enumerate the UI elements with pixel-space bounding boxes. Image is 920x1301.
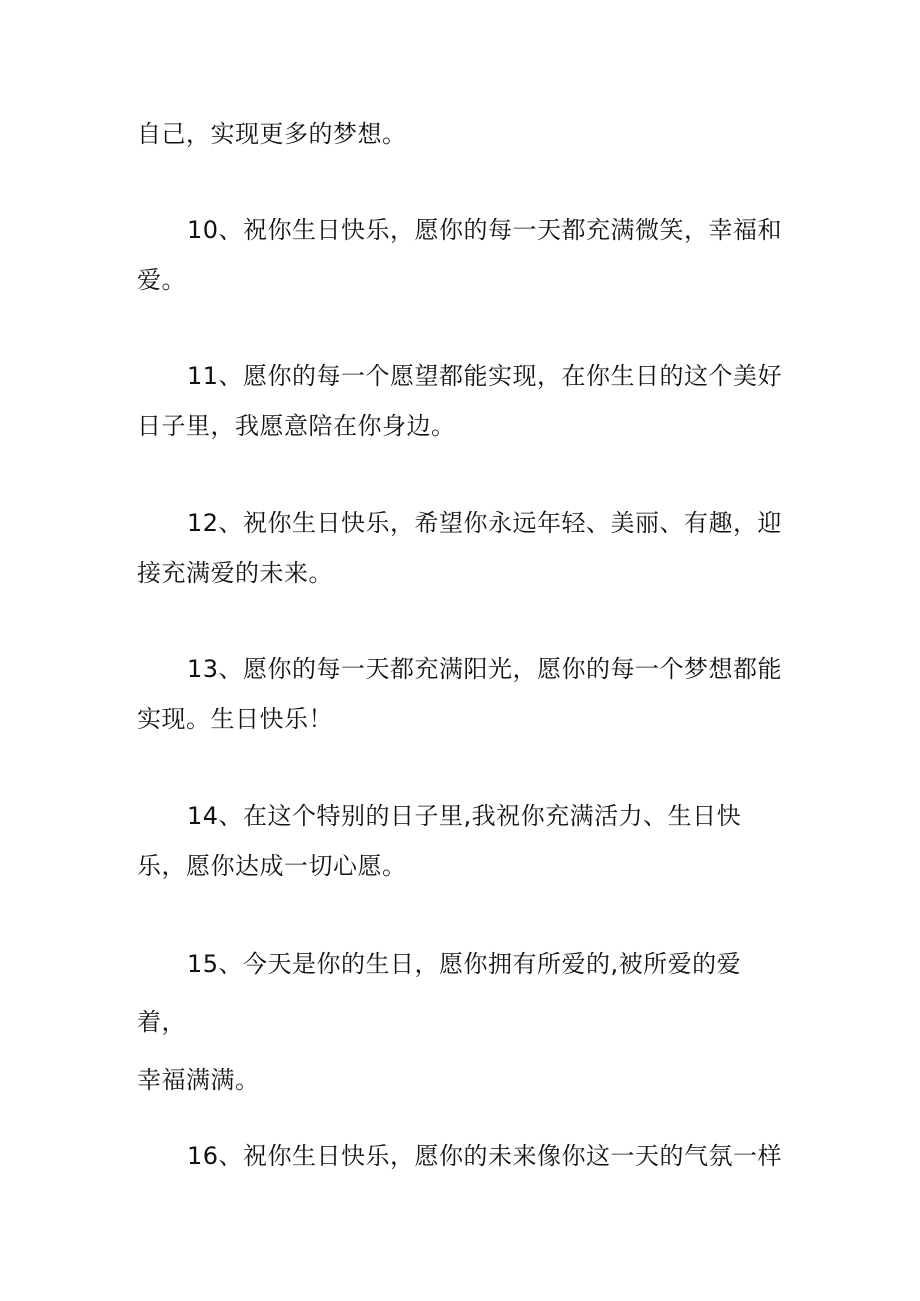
wish-15-line-1: 15、今天是你的生日，愿你拥有所爱的,被所爱的爱: [187, 950, 742, 978]
wish-13-line-1: 13、愿你的每一天都充满阳光，愿你的每一个梦想都能: [187, 655, 783, 683]
wish-16-line-1: 16、祝你生日快乐，愿你的未来像你这一天的气氛一样: [187, 1142, 783, 1170]
wish-11-line-1: 11、愿你的每一个愿望都能实现，在你生日的这个美好: [187, 362, 783, 390]
wish-15-line-3: 幸福满满。: [137, 1066, 260, 1094]
wish-14-line-2: 乐，愿你达成一切心愿。: [137, 852, 407, 880]
wish-12-line-2: 接充满爱的未来。: [137, 559, 333, 587]
wish-10-line-2: 爱。: [137, 266, 186, 294]
text-line: 自己，实现更多的梦想。: [137, 120, 407, 148]
wish-11-line-2: 日子里，我愿意陪在你身边。: [137, 412, 456, 440]
wish-10-line-1: 10、祝你生日快乐，愿你的每一天都充满微笑，幸福和: [187, 216, 783, 244]
wish-15-line-2: 着，: [137, 1008, 186, 1036]
wish-12-line-1: 12、祝你生日快乐，希望你永远年轻、美丽、有趣，迎: [187, 509, 783, 537]
wish-13-line-2: 实现。生日快乐！: [137, 705, 333, 733]
wish-14-line-1: 14、在这个特别的日子里,我祝你充满活力、生日快: [187, 802, 742, 830]
